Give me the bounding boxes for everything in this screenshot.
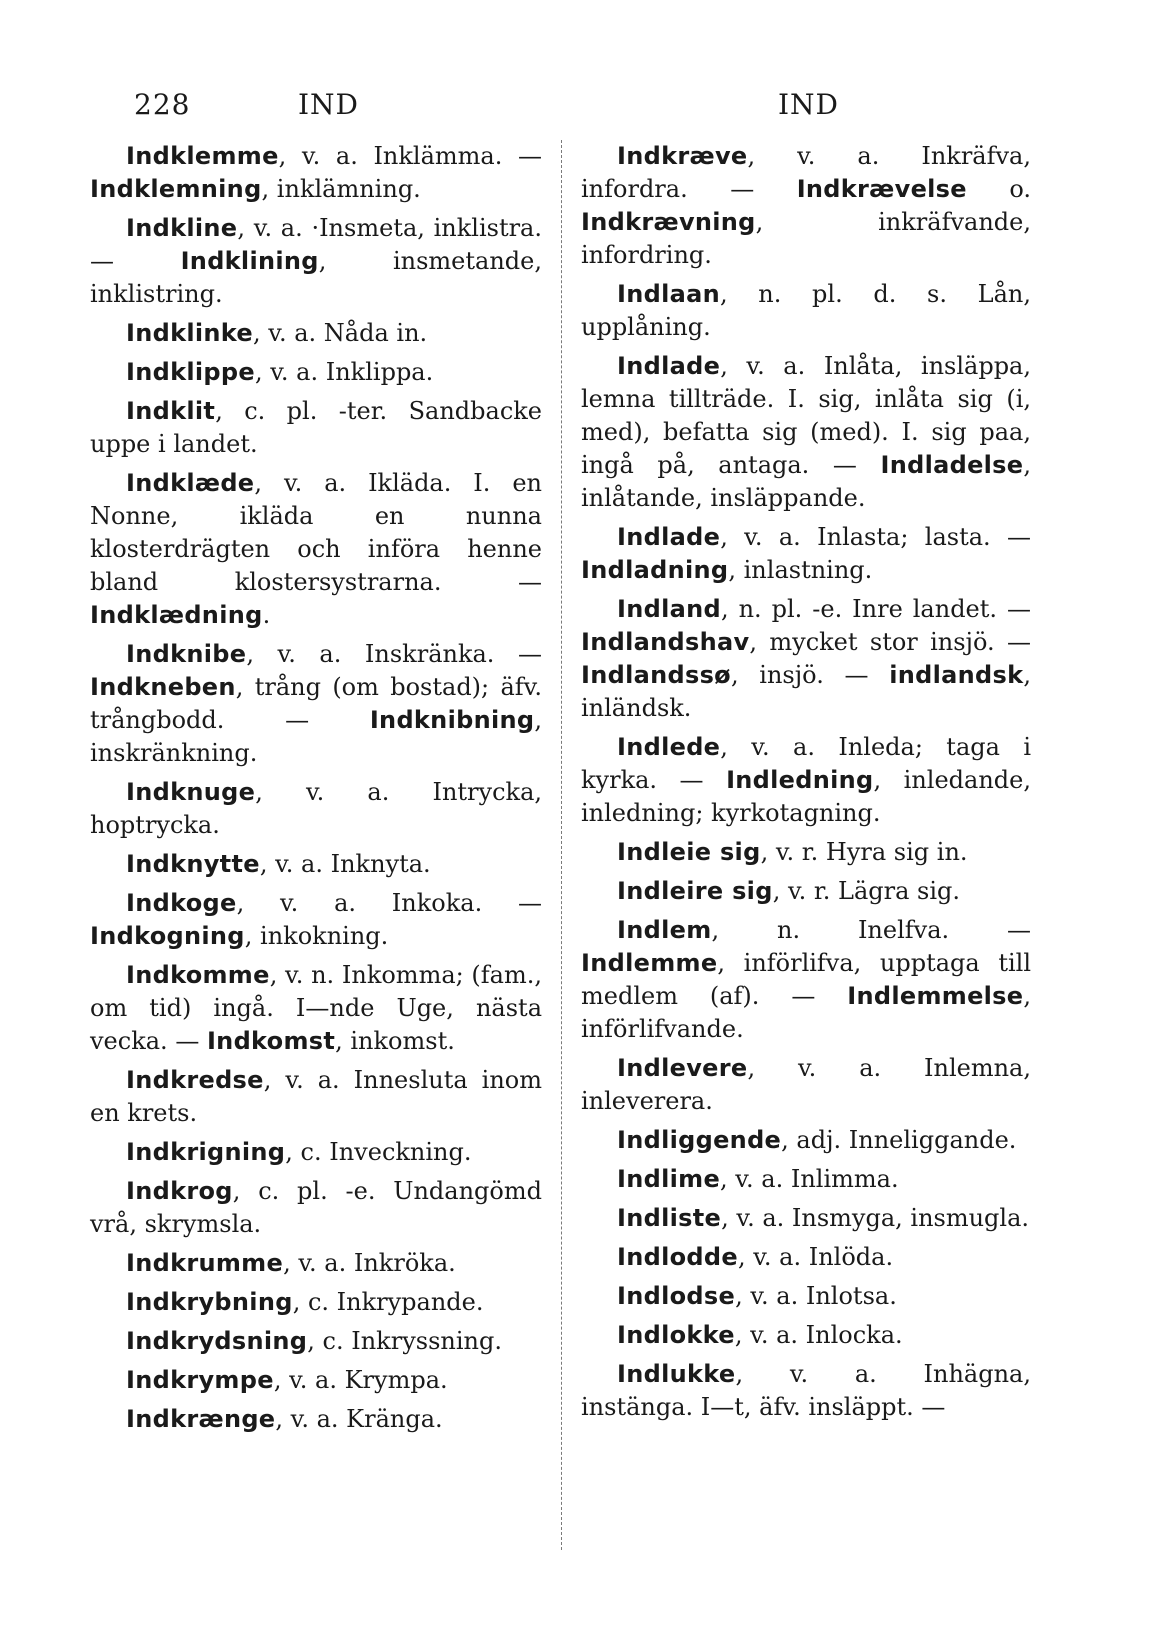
dictionary-entry: Indkrydsning, c. Inkryssning. xyxy=(126,1327,502,1355)
headword: Indknytte xyxy=(126,850,260,878)
dictionary-entry: Indkoge, v. a. Inkoka. — Indkogning, inkokning. xyxy=(90,889,542,950)
dictionary-entry: Indkline, v. a. ·Insmeta, inklistra. — Indklining, insmetande, inklistring. xyxy=(90,214,542,308)
dictionary-entry: Indkomme, v. n. Inkomma; (fam., om tid) ingå. I—nde Uge, nästa vecka. — Indkomst, inkomst. xyxy=(90,961,542,1055)
dictionary-entry: Indklemme, v. a. Inklämma. — Indklemning, inklämning. xyxy=(90,142,542,203)
dictionary-entry: Indkrog, c. pl. -e. Undangömd vrå, skrymsla. xyxy=(90,1177,542,1238)
dictionary-entry: Indklæde, v. a. Ikläda. I. en Nonne, ikläda en nunna klosterdrägten och införa henne bland klostersystrarna. — Indklædning. xyxy=(90,469,542,629)
headword: Indkrænge xyxy=(126,1405,276,1433)
headword: Indlandshav xyxy=(581,628,750,656)
headword: Indklit xyxy=(126,397,216,425)
headword: Indkogning xyxy=(90,922,245,950)
dictionary-entry: Indliggende, adj. Inneliggande. xyxy=(617,1126,1017,1154)
left-guide-word: IND xyxy=(298,88,360,121)
dictionary-entry: Indlade, v. a. Inlåta, insläppa, lemna tillträde. I. sig, inlåta sig (i, med), befatta sig (med). I. sig paa, ingå på, antaga. — Indladelse, inlåtande, insläppande. xyxy=(581,352,1031,512)
headword: Indkrympe xyxy=(126,1366,274,1394)
dictionary-entry: Indlem, n. Inelfva. — Indlemme, införlifva, upptaga till medlem (af). — Indlemmelse, införlifvande. xyxy=(581,916,1031,1043)
dictionary-entry: Indlade, v. a. Inlasta; lasta. — Indladning, inlastning. xyxy=(581,523,1031,584)
dictionary-entry: Indlodde, v. a. Inlöda. xyxy=(617,1243,894,1271)
dictionary-entry: Indlokke, v. a. Inlocka. xyxy=(617,1321,903,1349)
headword: indlandsk xyxy=(889,661,1024,689)
headword: Indkrog xyxy=(126,1177,233,1205)
dictionary-entry: Indklippe, v. a. Inklippa. xyxy=(126,358,434,386)
dictionary-entry: Indklit, c. pl. -ter. Sandbacke uppe i landet. xyxy=(90,397,542,458)
headword: Indliggende xyxy=(617,1126,782,1154)
headword: Indladelse xyxy=(880,451,1024,479)
dictionary-entry: Indleire sig, v. r. Lägra sig. xyxy=(617,877,961,905)
headword: Indland xyxy=(617,595,721,623)
headword: Indkrumme xyxy=(126,1249,284,1277)
headword: Indklinke xyxy=(126,319,253,347)
headword: Indkrævelse xyxy=(796,175,967,203)
headword: Indkoge xyxy=(126,889,237,917)
left-column xyxy=(90,140,542,1442)
headword: Indlaan xyxy=(617,280,720,308)
headword: Indladning xyxy=(581,556,729,584)
headword: Indkomst xyxy=(206,1027,336,1055)
headword: Indlime xyxy=(617,1165,721,1193)
headword: Indkneben xyxy=(90,673,236,701)
headword: Indklemme xyxy=(126,142,279,170)
headword: Indlukke xyxy=(617,1360,736,1388)
headword: Indledning xyxy=(726,766,874,794)
headword: Indkrævning xyxy=(581,208,756,236)
dictionary-entry: Indkræve, v. a. Inkräfva, infordra. — Indkrævelse o. Indkrævning, inkräfvande, infordring. xyxy=(581,142,1031,269)
dictionary-entry: Indkrympe, v. a. Krympa. xyxy=(126,1366,448,1394)
headword: Indklining xyxy=(180,247,319,275)
headword: Indkrydsning xyxy=(126,1327,308,1355)
headword: Indlokke xyxy=(617,1321,735,1349)
headword: Indlodde xyxy=(617,1243,738,1271)
page-header xyxy=(0,88,1152,128)
dictionary-entry: Indlukke, v. a. Inhägna, instänga. I—t, äfv. insläppt. — xyxy=(581,1360,1031,1421)
headword: Indknibning xyxy=(369,706,535,734)
headword: Indknuge xyxy=(126,778,256,806)
dictionary-entry: Indland, n. pl. -e. Inre landet. — Indlandshav, mycket stor insjö. — Indlandssø, insjö. — indlandsk, inländsk. xyxy=(581,595,1031,722)
headword: Indkredse xyxy=(126,1066,264,1094)
right-column xyxy=(581,140,1031,1430)
headword: Indklæde xyxy=(126,469,255,497)
headword: Indklemning xyxy=(90,175,262,203)
dictionary-entry: Indkrænge, v. a. Kränga. xyxy=(126,1405,443,1433)
page-number: 228 xyxy=(134,88,191,121)
headword: Indlevere xyxy=(617,1054,748,1082)
dictionary-entry: Indkrybning, c. Inkrypande. xyxy=(126,1288,484,1316)
headword: Indklædning xyxy=(90,601,263,629)
dictionary-entry: Indkrigning, c. Inveckning. xyxy=(126,1138,472,1166)
headword: Indlade xyxy=(617,523,721,551)
headword: Indkomme xyxy=(126,961,270,989)
headword: Indlem xyxy=(617,916,712,944)
headword: Indliste xyxy=(617,1204,722,1232)
dictionary-entry: Indklinke, v. a. Nåda in. xyxy=(126,319,428,347)
dictionary-entry: Indlime, v. a. Inlimma. xyxy=(617,1165,899,1193)
headword: Indklippe xyxy=(126,358,255,386)
dictionary-entry: Indknytte, v. a. Inknyta. xyxy=(126,850,431,878)
dictionary-entry: Indknibe, v. a. Inskränka. — Indkneben, trång (om bostad); äfv. trångbodd. — Indknibning, inskränkning. xyxy=(90,640,542,767)
headword: Indlade xyxy=(617,352,721,380)
headword: Indlemmelse xyxy=(847,982,1024,1010)
dictionary-entry: Indkrumme, v. a. Inkröka. xyxy=(126,1249,456,1277)
headword: Indkræve xyxy=(617,142,748,170)
dictionary-entry: Indlede, v. a. Inleda; taga i kyrka. — Indledning, inledande, inledning; kyrkotagning. xyxy=(581,733,1031,827)
column-divider xyxy=(561,140,562,1550)
headword: Indlodse xyxy=(617,1282,736,1310)
headword: Indlandssø xyxy=(581,661,731,689)
dictionary-entry: Indlaan, n. pl. d. s. Lån, upplåning. xyxy=(581,280,1031,341)
dictionary-entry: Indlodse, v. a. Inlotsa. xyxy=(617,1282,897,1310)
headword: Indleie sig xyxy=(617,838,761,866)
headword: Indlemme xyxy=(581,949,718,977)
dictionary-entry: Indkredse, v. a. Innesluta inom en krets. xyxy=(90,1066,542,1127)
dictionary-entry: Indleie sig, v. r. Hyra sig in. xyxy=(617,838,968,866)
headword: Indkrigning xyxy=(126,1138,286,1166)
headword: Indkline xyxy=(126,214,238,242)
headword: Indknibe xyxy=(126,640,247,668)
dictionary-entry: Indknuge, v. a. Intrycka, hoptrycka. xyxy=(90,778,542,839)
dictionary-entry: Indliste, v. a. Insmyga, insmugla. xyxy=(617,1204,1030,1232)
headword: Indlede xyxy=(617,733,721,761)
dictionary-entry: Indlevere, v. a. Inlemna, inleverera. xyxy=(581,1054,1031,1115)
headword: Indkrybning xyxy=(126,1288,293,1316)
right-guide-word: IND xyxy=(778,88,840,121)
headword: Indleire sig xyxy=(617,877,773,905)
